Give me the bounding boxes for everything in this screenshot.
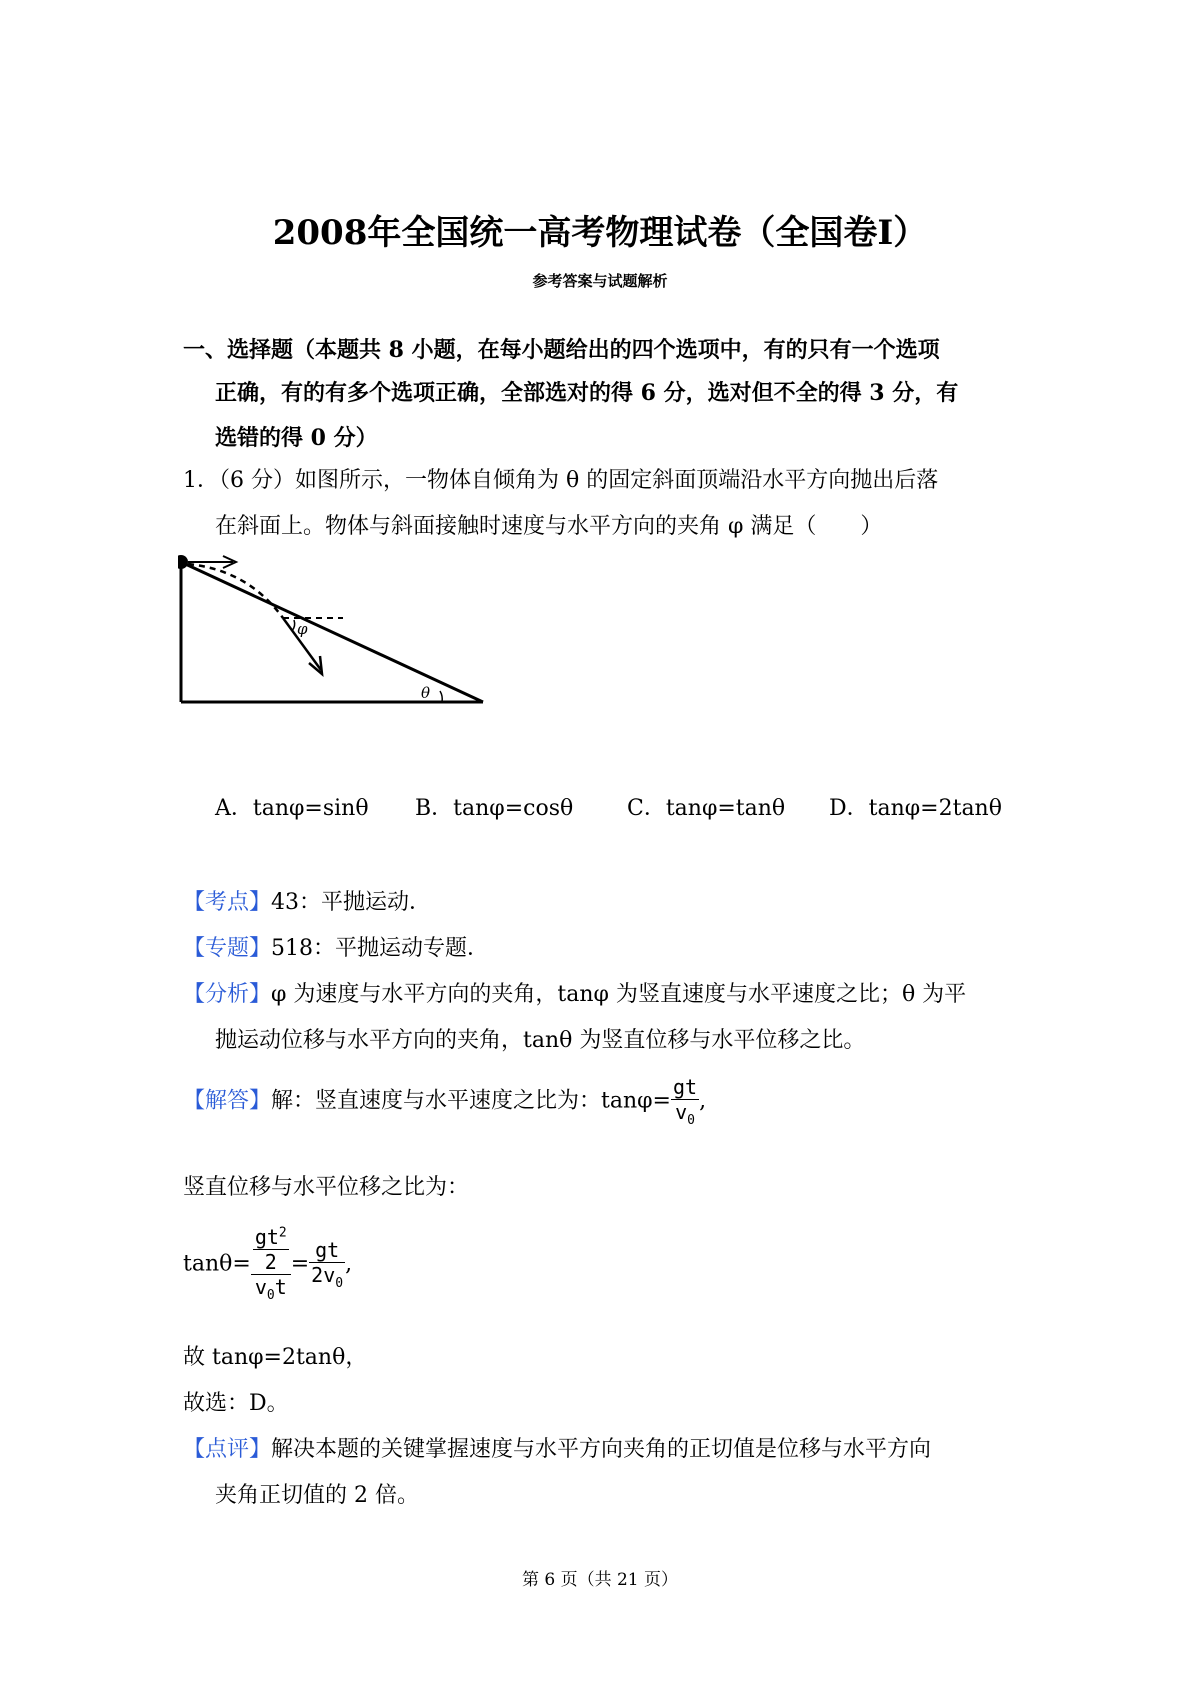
dianping-line1 — [183, 1432, 931, 1463]
fenxi-line2: 抛运动位移与水平方向的夹角，tanθ 为竖直位移与水平位移之比。 — [215, 1028, 866, 1053]
equation-tan-theta — [183, 1225, 352, 1303]
zhuanti-text: 518：平抛运动专题． — [271, 936, 490, 961]
kaodian-text: 43：平抛运动． — [271, 890, 432, 915]
compound-num — [251, 1225, 291, 1275]
theta-arc — [440, 691, 442, 702]
compound-fraction — [251, 1225, 291, 1303]
option-d: D．tanφ=2tanθ — [829, 796, 1002, 821]
result-fraction: $\frac{gt}{2v_0}$ — [311, 1237, 344, 1291]
arrow-head-2 — [309, 656, 322, 674]
page-footer: 第 6 页（共 21 页） — [521, 1570, 679, 1590]
kaodian-tag: 【考点】 — [183, 890, 272, 915]
frac-den: $v_0$ — [675, 1100, 695, 1128]
fenxi-text-1: φ 为速度与水平方向的夹角，tanφ 为竖直速度与水平速度之比；θ 为平 — [271, 982, 967, 1007]
page-subtitle: 参考答案与试题解析 — [532, 272, 668, 290]
ratio-line: 竖直位移与水平位移之比为： — [183, 1175, 470, 1200]
question-text-line1: 1．（6 分）如图所示，一物体自倾角为 θ 的固定斜面顶端沿水平方向抛出后落 — [183, 468, 939, 493]
option-a: A．tanφ=sinθ — [215, 796, 369, 821]
conclusion-line: 故 tanφ=2tanθ， — [183, 1345, 368, 1370]
section-heading-line1: 一、选择题（本题共 8 小题，在每小题给出的四个选项中，有的只有一个选项 — [183, 337, 940, 363]
projectile-ball — [178, 555, 188, 569]
incline-line — [181, 562, 483, 702]
option-b: B．tanφ=cosθ — [415, 796, 574, 821]
question-text-line2: 在斜面上。物体与斜面接触时速度与水平方向的夹角 φ 满足（ ） — [215, 514, 883, 539]
jieda-tag: 【解答】 — [183, 1088, 272, 1114]
dianping-text-1: 解决本题的关键掌握速度与水平方向夹角的正切值是位移与水平方向 — [271, 1437, 932, 1462]
frac-num: gt — [672, 1075, 698, 1099]
fraction-gt-over-v0 — [671, 1075, 699, 1128]
jieda-line — [183, 1075, 706, 1128]
dianping-tag: 【点评】 — [183, 1437, 272, 1462]
eq-lhs: tanθ= — [183, 1251, 251, 1277]
fenxi-line1 — [183, 977, 966, 1008]
option-c: C．tanφ=tanθ — [627, 796, 786, 821]
theta-label: θ — [421, 684, 431, 702]
phi-label: φ — [297, 620, 308, 638]
jieda-text: 解：竖直速度与水平速度之比为：tanφ= — [271, 1088, 671, 1114]
page-title: 2008年全国统一高考物理试卷（全国卷I） — [272, 213, 928, 253]
phi-arc — [292, 620, 295, 631]
zhuanti-tag: 【专题】 — [183, 936, 272, 961]
eq-comma: , — [345, 1251, 353, 1277]
zhuanti-line — [183, 931, 489, 962]
inner-fraction: $\frac{gt^2}{2}$ — [254, 1225, 287, 1274]
section-heading-line2: 正确，有的有多个选项正确，全部选对的得 6 分，选对但不全的得 3 分，有 — [215, 380, 959, 406]
jieda-comma: , — [699, 1088, 707, 1114]
dianping-line2: 夹角正切值的 2 倍。 — [215, 1483, 419, 1508]
section-heading-line3: 选错的得 0 分） — [215, 425, 378, 451]
incline-figure — [178, 550, 488, 720]
eq-sign: = — [290, 1251, 310, 1277]
kaodian-line — [183, 885, 431, 916]
compound-den: $v_0t$ — [254, 1275, 287, 1303]
answer-line: 故选：D。 — [183, 1391, 289, 1416]
fenxi-tag: 【分析】 — [183, 982, 272, 1007]
